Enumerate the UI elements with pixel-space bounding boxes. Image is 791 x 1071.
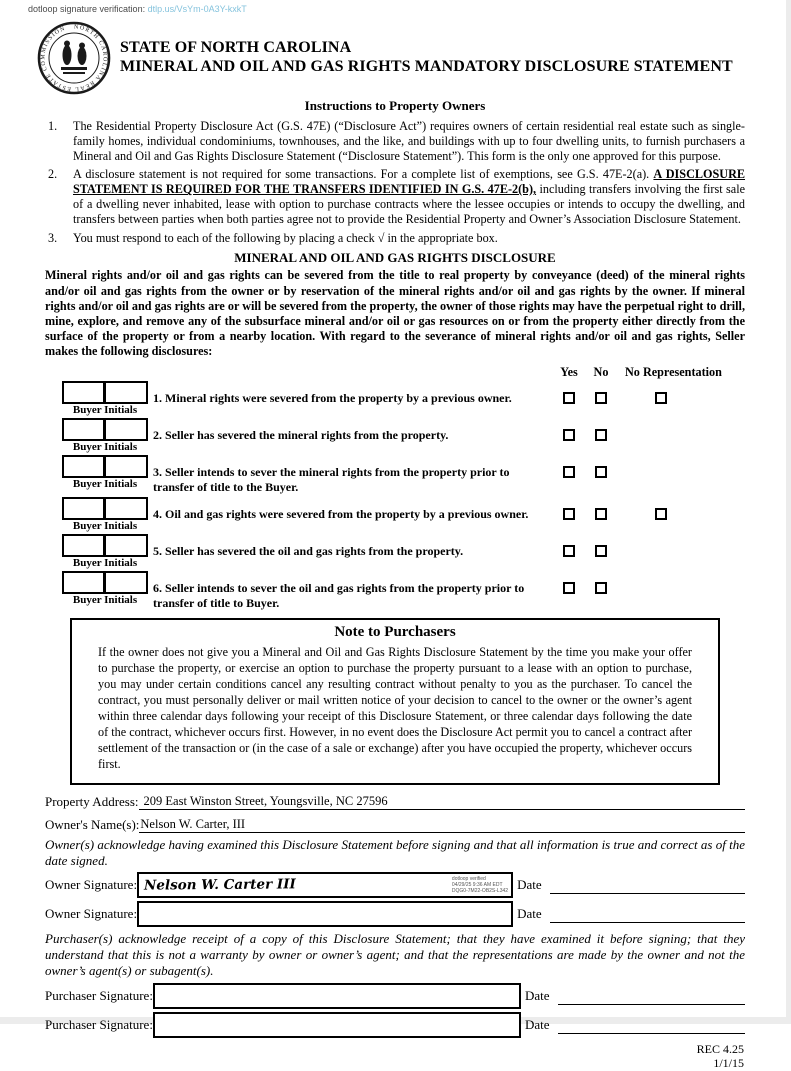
- question-text: 2. Seller has severed the mineral rights from the property.: [153, 427, 449, 442]
- buyer-initials-box-2[interactable]: [105, 381, 148, 404]
- owner-signature-field[interactable]: [137, 872, 513, 898]
- buyer-initials-box-2[interactable]: [105, 418, 148, 441]
- yes-checkbox[interactable]: [563, 582, 575, 594]
- purchaser-signature-field[interactable]: [153, 983, 521, 1009]
- form-footer: [45, 1042, 745, 1071]
- form-number: REC 4.25: [696, 1041, 744, 1056]
- stamp-line-3: DQG0-7M22-OB2S-L342: [451, 888, 509, 894]
- question-text: 4. Oil and gas rights were severed from the property by a previous owner.: [153, 506, 529, 521]
- date-field[interactable]: [550, 905, 745, 923]
- buyer-initials-label: Buyer Initials: [72, 403, 138, 416]
- disclosure-row-1: [45, 381, 745, 416]
- buyer-initials-field[interactable]: [62, 381, 148, 416]
- item-text-pre: A disclosure statement is not required for some transactions. For a complete list of exemptions, see G.S. 47E-2(a).: [73, 167, 654, 182]
- owner-acknowledgment: Owner(s) acknowledge having examined this Disclosure Statement before signing and that all information is true and correct as of the date signed.: [45, 836, 745, 868]
- instruction-item-2: [45, 167, 745, 226]
- instructions-heading: Instructions to Property Owners: [304, 98, 486, 113]
- no-checkbox[interactable]: [595, 582, 607, 594]
- instruction-item-3: [45, 231, 745, 246]
- disclosure-row-2: [45, 418, 745, 453]
- buyer-initials-field[interactable]: [62, 571, 148, 611]
- no-representation-checkbox[interactable]: [655, 392, 667, 404]
- stamp-line-1: dotloop verified: [451, 876, 486, 882]
- buyer-initials-label: Buyer Initials: [72, 593, 138, 606]
- no-checkbox[interactable]: [595, 466, 607, 478]
- buyer-initials-field[interactable]: [62, 418, 148, 453]
- disclosure-row-6: [45, 571, 745, 611]
- buyer-initials-box-1[interactable]: [62, 534, 105, 557]
- note-heading: Note to Purchasers: [334, 623, 456, 640]
- instruction-item-1: [45, 119, 745, 163]
- owner-signature-script: Nelson W. Carter III: [143, 876, 296, 894]
- owner-signature-field[interactable]: [137, 901, 513, 927]
- item-text: You must respond to each of the following by placing a check √ in the appropriate box.: [73, 230, 498, 245]
- buyer-initials-box-2[interactable]: [105, 497, 148, 520]
- owner-signature-label: Owner Signature:: [45, 877, 138, 892]
- title-line-1: STATE OF NORTH CAROLINA: [120, 39, 352, 57]
- question-text: 3. Seller intends to sever the mineral rights from the property prior to transfer of title to the Buyer.: [153, 464, 510, 494]
- no-checkbox[interactable]: [595, 392, 607, 404]
- buyer-initials-field[interactable]: [62, 455, 148, 495]
- date-label: Date: [517, 877, 542, 892]
- date-label: Date: [524, 987, 550, 1003]
- yes-checkbox[interactable]: [563, 545, 575, 557]
- buyer-initials-label: Buyer Initials: [72, 556, 138, 569]
- buyer-initials-box-1[interactable]: [62, 418, 105, 441]
- buyer-initials-label: Buyer Initials: [72, 519, 138, 532]
- owner-name-row: [45, 817, 745, 833]
- buyer-initials-label: Buyer Initials: [72, 440, 138, 453]
- no-checkbox[interactable]: [595, 508, 607, 520]
- no-column-label: No: [593, 364, 609, 379]
- date-field[interactable]: [558, 987, 746, 1005]
- date-label: Date: [524, 1016, 550, 1032]
- yes-checkbox[interactable]: [563, 429, 575, 441]
- item-text-post: including transfers involving the first sale of a dwelling never inhabited, lease with option to purchase contracts where the lessee occupies or intends to occupy the dwelling, and transfers between parties when both parties agree not to provide the Residential Property and Owner’s Association Disclosure Statement.: [73, 182, 746, 226]
- disclosure-row-5: [45, 534, 745, 569]
- buyer-initials-box-1[interactable]: [62, 381, 105, 404]
- no-checkbox[interactable]: [595, 545, 607, 557]
- nc-real-estate-commission-seal-icon: [37, 21, 111, 95]
- property-address-row: [45, 794, 745, 810]
- item-text: The Residential Property Disclosure Act (G.S. 47E) (“Disclosure Act”) requires owners of certain residential real estate such as single-family homes, individual condominiums, townhouses, and the like, and buildings with up to four dwelling units, to furnish purchasers a Mineral and Oil and Gas Rights Disclosure Statement (“Disclosure Statement”). This form is the only one approved for this purpose.: [73, 119, 745, 163]
- owner-signature-row-1: [45, 872, 745, 898]
- buyer-initials-field[interactable]: [62, 534, 148, 569]
- disclosure-table: [45, 365, 745, 611]
- owner-signature-label: Owner Signature:: [45, 906, 138, 921]
- disclosure-heading: MINERAL AND OIL AND GAS RIGHTS DISCLOSURE: [234, 250, 556, 266]
- verification-link[interactable]: dtlp.us/VsYm-0A3Y-kxkT: [147, 4, 247, 14]
- form-header: [37, 0, 745, 95]
- form-title: [120, 39, 733, 77]
- question-text: 1. Mineral rights were severed from the property by a previous owner.: [153, 390, 512, 405]
- no-representation-checkbox[interactable]: [655, 508, 667, 520]
- item-text: [73, 167, 745, 226]
- buyer-initials-box-1[interactable]: [62, 571, 105, 594]
- disclosure-intro: Mineral rights and/or oil and gas rights can be severed from the title to real property by conveyance (deed) of the mineral rights and/or oil and gas rights from the owner or by reservation of the mineral rights and/or oil and gas rights by the owner. If mineral rights and/or oil and gas rights are or will be severed from the property, the owner of those rights may have the perpetual right to drill, mine, explore, and remove any of the subsurface mineral and/or oil or gas resources on or from the property either directly from the surface of the property or from a nearby location. With regard to the severance of mineral rights and/or oil and gas rights, Seller makes the following disclosures:: [45, 268, 745, 359]
- date-field[interactable]: [558, 1016, 746, 1034]
- disclosure-column-header: [45, 365, 745, 380]
- yes-checkbox[interactable]: [563, 392, 575, 404]
- purchaser-signature-label: Purchaser Signature:: [45, 1016, 153, 1032]
- buyer-initials-label: Buyer Initials: [72, 477, 138, 490]
- buyer-initials-box-2[interactable]: [105, 534, 148, 557]
- buyer-initials-box-1[interactable]: [62, 497, 105, 520]
- buyer-initials-box-1[interactable]: [62, 455, 105, 478]
- owner-name-label: Owner's Name(s):: [45, 816, 140, 832]
- owner-name-field[interactable]: Nelson W. Carter, III: [139, 817, 745, 833]
- yes-column-label: Yes: [560, 364, 578, 379]
- title-line-2: MINERAL AND OIL AND GAS RIGHTS MANDATORY DISCLOSURE STATEMENT: [120, 58, 733, 75]
- note-body: If the owner does not give you a Mineral and Oil and Gas Rights Disclosure Statement by the time you make your offer to purchase the property, or exercise an option to purchase the property pursuant to a lease with an option to purchase, you may under certain conditions cancel any resulting contract without penalty to you as the purchaser. To cancel the contract, you must personally deliver or mail written notice of your decision to cancel to the owner or the owner’s agent within three calendar days following your receipt of this Disclosure Statement, or three calendar days following the date of the contract, whichever occurs first. However, in no event does the Disclosure Act permit you to cancel a contract after settlement of the transaction or (in the case of a sale or exchange) after you have occupied the property, whichever occurs first.: [98, 644, 692, 771]
- purchaser-signature-label: Purchaser Signature:: [45, 987, 153, 1003]
- item-text-emphasized: A DISCLOSURE STATEMENT IS REQUIRED FOR THE TRANSFERS IDENTIFIED IN G.S. 47E-2(b),: [73, 167, 746, 197]
- buyer-initials-box-2[interactable]: [105, 571, 148, 594]
- purchaser-signature-row-2: [45, 1012, 745, 1038]
- buyer-initials-box-2[interactable]: [105, 455, 148, 478]
- disclosure-row-3: [45, 455, 745, 495]
- item-number: 3.: [48, 230, 58, 245]
- property-address-label: Property Address:: [45, 793, 139, 809]
- verification-bar: [28, 4, 247, 14]
- item-number: 2.: [48, 167, 58, 182]
- purchaser-signature-field[interactable]: [153, 1012, 521, 1038]
- buyer-initials-field[interactable]: [62, 497, 148, 532]
- yes-checkbox[interactable]: [563, 466, 575, 478]
- yes-checkbox[interactable]: [563, 508, 575, 520]
- owner-signature-row-2: [45, 901, 745, 927]
- question-text: 5. Seller has severed the oil and gas rights from the property.: [153, 543, 464, 558]
- svg-text:NORTH CAROLINA REAL ESTATE COM: NORTH CAROLINA REAL ESTATE COMMISSION: [40, 24, 108, 92]
- dotloop-verified-stamp: [452, 876, 508, 894]
- item-number: 1.: [48, 119, 58, 133]
- no-checkbox[interactable]: [595, 429, 607, 441]
- property-address-field[interactable]: 209 East Winston Street, Youngsville, NC 27596: [139, 794, 745, 810]
- verification-label: dotloop signature verification:: [28, 4, 146, 14]
- date-field[interactable]: [550, 876, 745, 894]
- form-date: 1/1/15: [713, 1056, 744, 1071]
- disclosure-row-4: [45, 497, 745, 532]
- no-representation-column-label: No Representation: [625, 364, 722, 379]
- note-to-purchasers-box: [70, 618, 720, 785]
- question-text: 6. Seller intends to sever the oil and gas rights from the property prior to transfer of title to Buyer.: [153, 580, 525, 610]
- date-label: Date: [517, 906, 542, 921]
- stamp-line-2: 04/29/25 9:36 AM EDT: [451, 882, 503, 888]
- purchaser-acknowledgment: Purchaser(s) acknowledge receipt of a copy of this Disclosure Statement; that they have examined it before signing; that they understand that this is not a warranty by owner or owner’s agent; and that the representations are made by the owner and not the owner’s agent(s) or subagent(s).: [45, 931, 745, 979]
- purchaser-signature-row-1: [45, 983, 745, 1009]
